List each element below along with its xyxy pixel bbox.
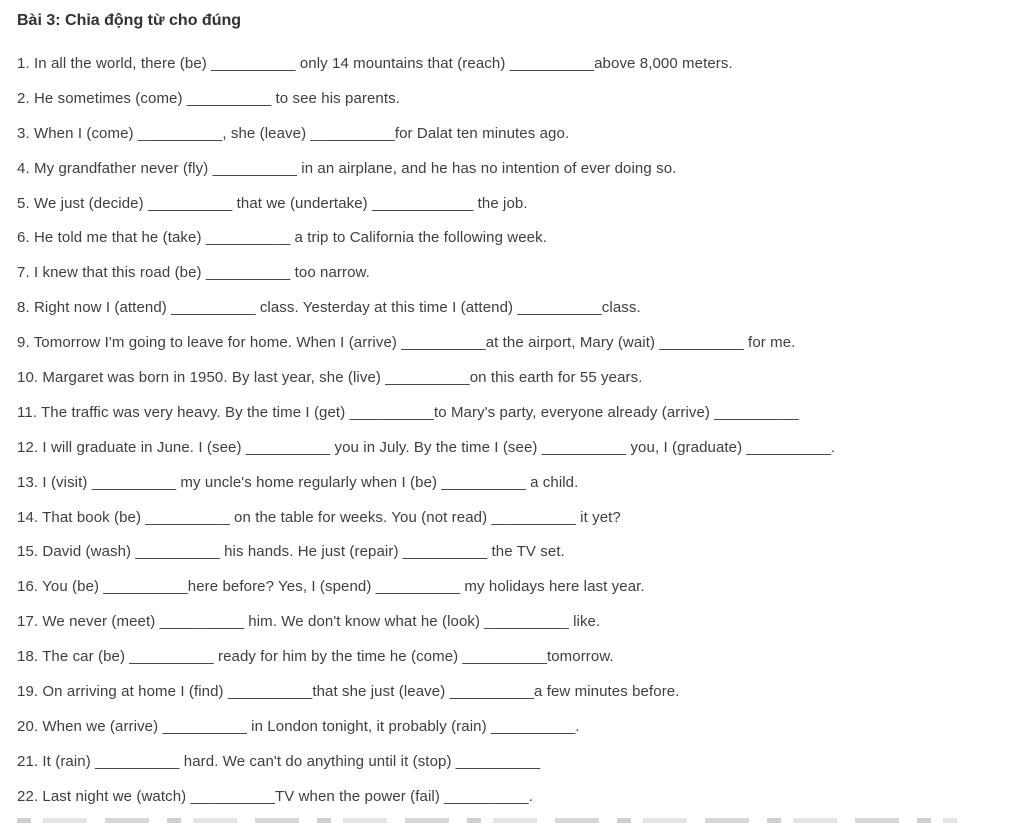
exercise-item: 7. I knew that this road (be) __________ too narrow.: [17, 264, 370, 282]
exercise-list: [0, 47, 1024, 815]
exercise-item: 20. When we (arrive) __________ in London tonight, it probably (rain) __________.: [17, 717, 580, 735]
exercise-item: 3. When I (come) __________, she (leave) __________for Dalat ten minutes ago.: [17, 124, 570, 142]
exercise-item: 15. David (wash) __________ his hands. He just (repair) __________ the TV set.: [17, 543, 565, 561]
exercise-item: 19. On arriving at home I (find) __________that she just (leave) __________a few minutes before.: [17, 683, 680, 701]
cutoff-next-line: [17, 818, 957, 823]
exercise-item: 18. The car (be) __________ ready for him by the time he (come) __________tomorrow.: [17, 648, 614, 666]
exercise-item: 11. The traffic was very heavy. By the time I (get) __________to Mary's party, everyone already (arrive) __________: [17, 403, 799, 421]
exercise-item: 8. Right now I (attend) __________ class. Yesterday at this time I (attend) __________class.: [17, 299, 641, 317]
exercise-item: 5. We just (decide) __________ that we (undertake) ____________ the job.: [17, 194, 528, 212]
exercise-item: 1. In all the world, there (be) __________ only 14 mountains that (reach) __________above 8,000 meters.: [17, 55, 733, 72]
exercise-item: 21. It (rain) __________ hard. We can't do anything until it (stop) __________: [17, 752, 541, 770]
exercise-item: 14. That book (be) __________ on the table for weeks. You (not read) __________ it yet?: [17, 508, 621, 526]
exercise-item: 22. Last night we (watch) __________TV when the power (fail) __________.: [17, 787, 533, 805]
exercise-item: 6. He told me that he (take) __________ a trip to California the following week.: [17, 229, 547, 247]
exercise-item: 4. My grandfather never (fly) __________ in an airplane, and he has no intention of ever doing so.: [17, 159, 677, 177]
exercise-item: 12. I will graduate in June. I (see) __________ you in July. By the time I (see) __________ you, I (graduate) __________.: [17, 438, 836, 456]
exercise-item: 16. You (be) __________here before? Yes, I (spend) __________ my holidays here last year.: [17, 578, 645, 596]
exercise-item: 2. He sometimes (come) __________ to see his parents.: [17, 89, 401, 107]
exercise-title: Bài 3: Chia động từ cho đúng: [17, 12, 242, 29]
exercise-item: 17. We never (meet) __________ him. We don't know what he (look) __________ like.: [17, 613, 601, 631]
exercise-item: 10. Margaret was born in 1950. By last year, she (live) __________on this earth for 55 years.: [17, 369, 643, 387]
exercise-item: 13. I (visit) __________ my uncle's home regularly when I (be) __________ a child.: [17, 473, 579, 491]
exercise-item: 9. Tomorrow I'm going to leave for home. When I (arrive) __________at the airport, Mary (wait) __________ for me.: [17, 334, 796, 352]
